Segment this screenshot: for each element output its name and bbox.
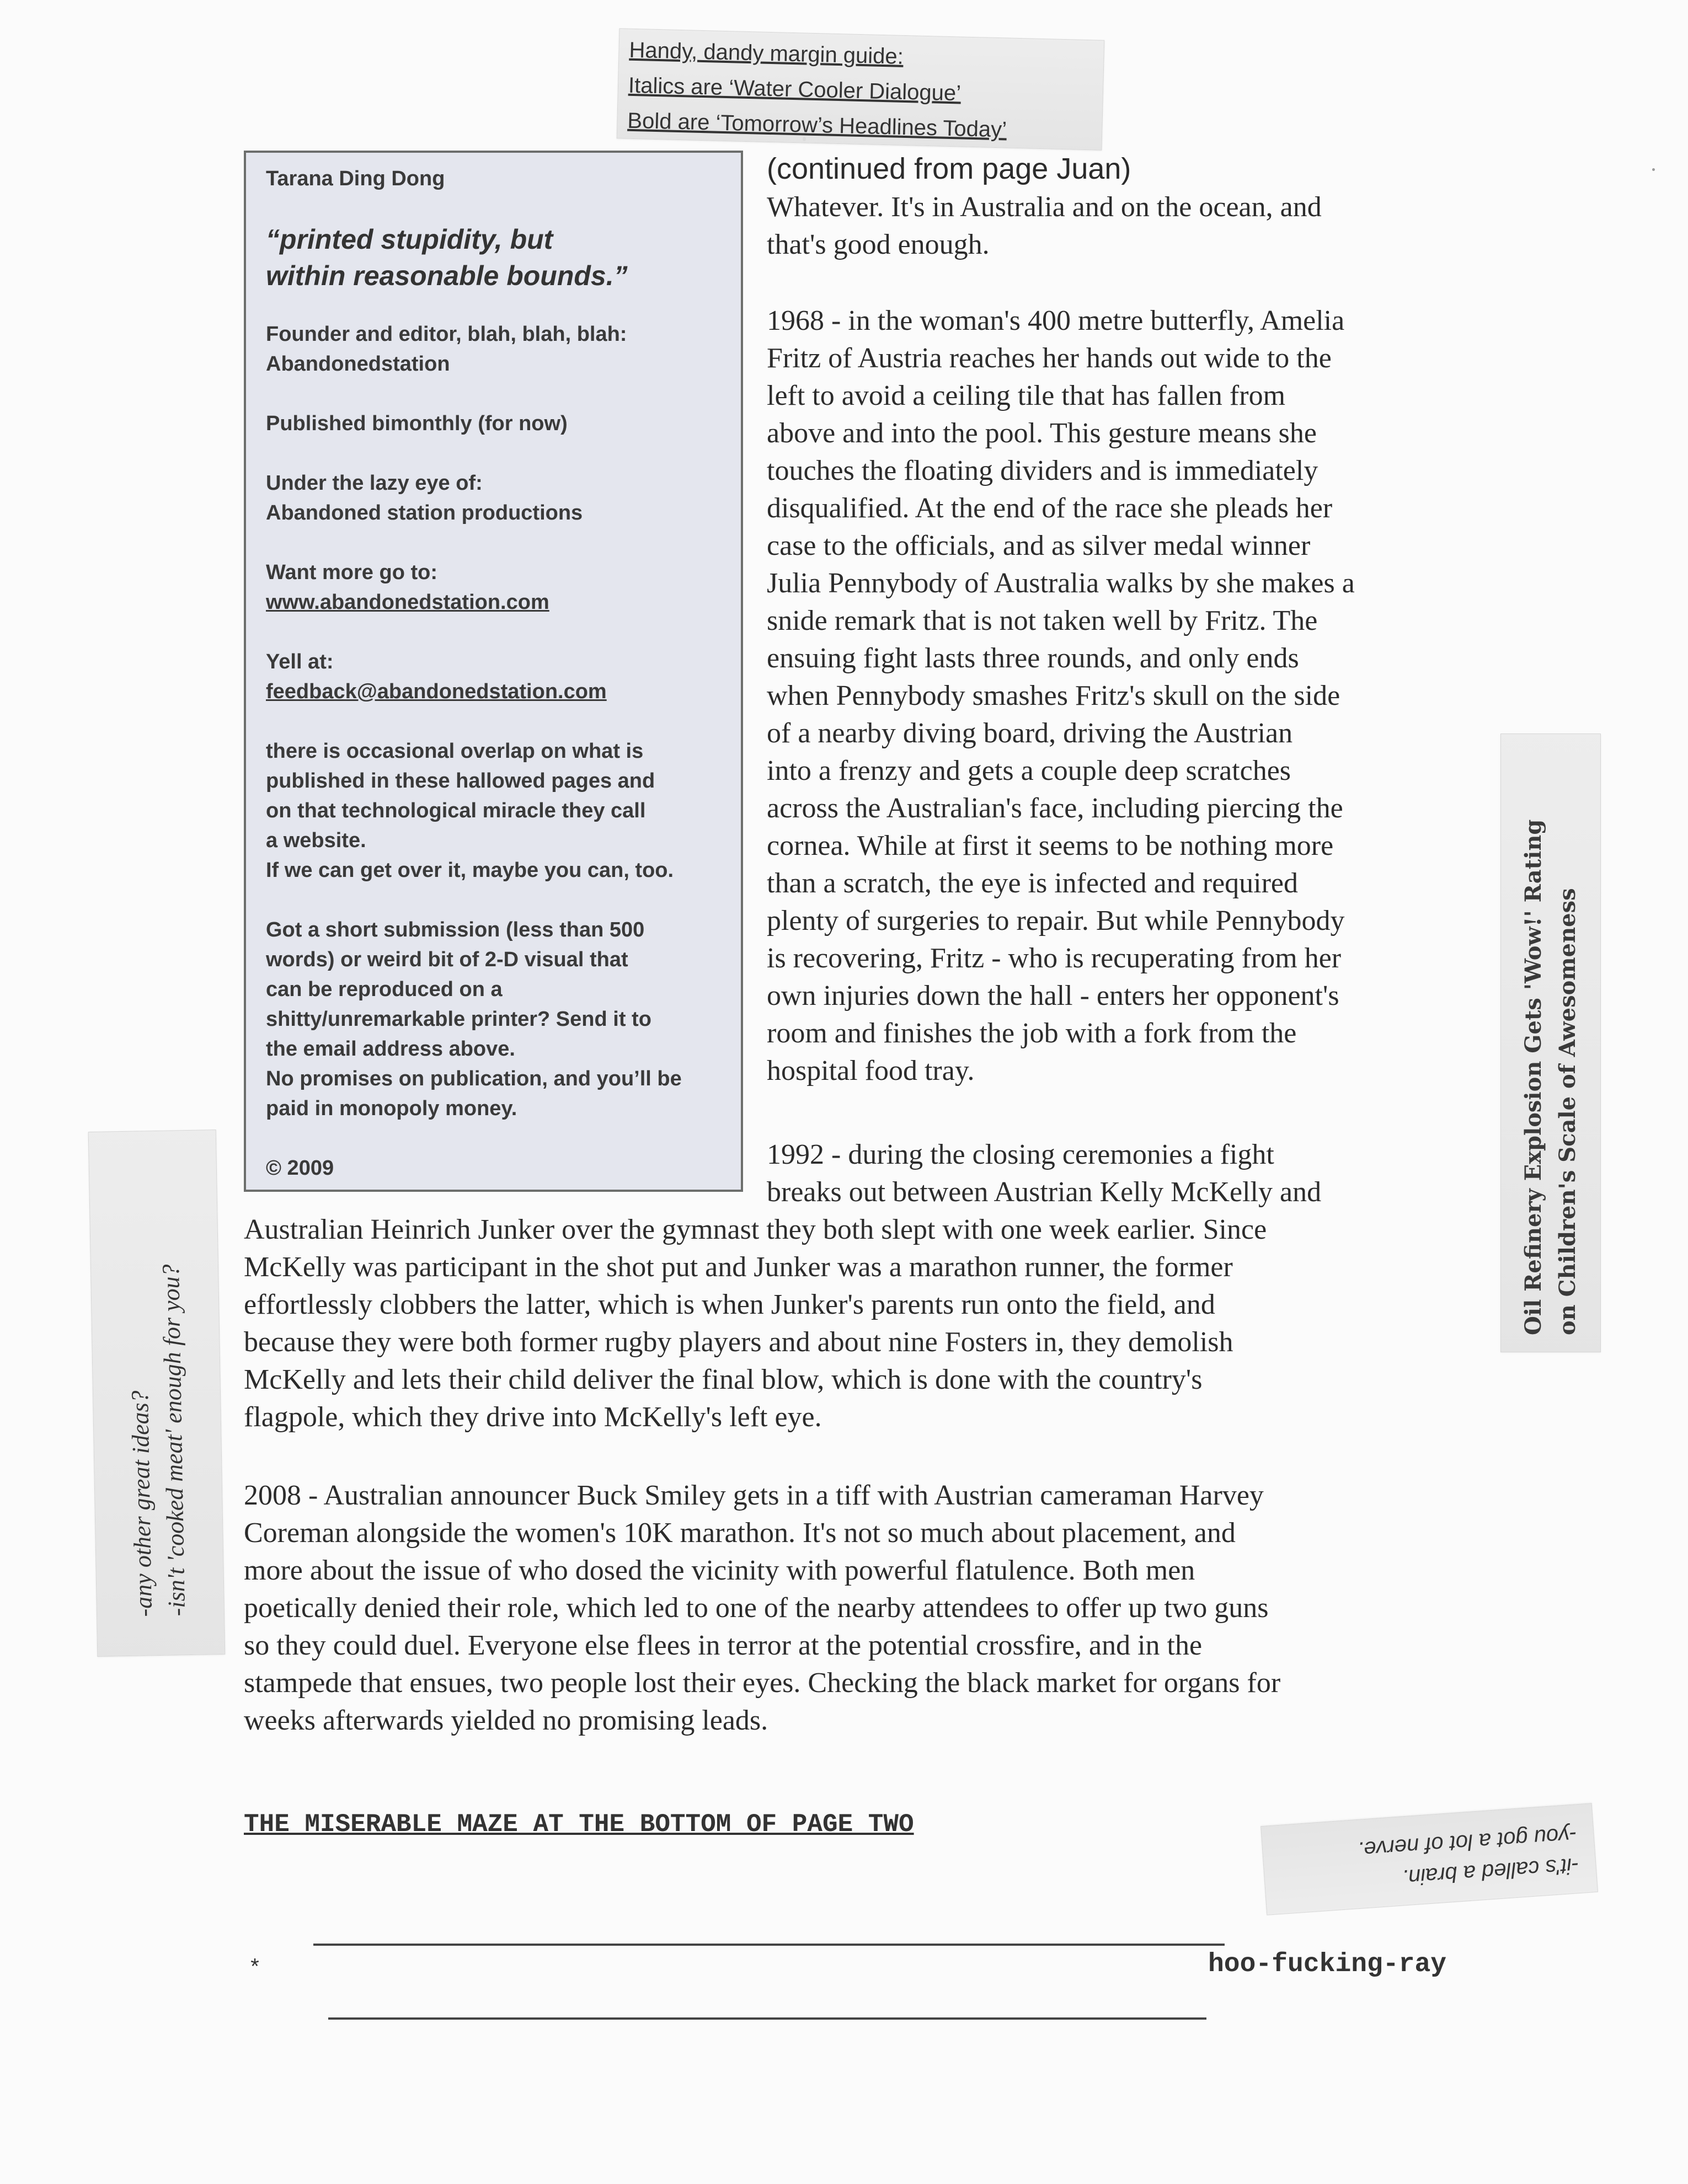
website-link[interactable]: www.abandonedstation.com <box>266 591 549 614</box>
text-line: more about the issue of who dosed the vicinity with powerful flatulence. Both men <box>244 1555 1195 1586</box>
submission-line: paid in monopoly money. <box>266 1097 517 1120</box>
text-line: ensuing fight lasts three rounds, and only ends <box>767 643 1299 674</box>
publisher-label: Under the lazy eye of: <box>266 472 483 495</box>
margin-guide-line: Bold are ‘Tomorrow’s Headlines Today’ <box>627 108 1007 142</box>
text-line: McKelly and lets their child deliver the final blow, which is done with the country's <box>244 1364 1203 1395</box>
text-line: McKelly was participant in the shot put and Junker was a marathon runner, the former <box>244 1251 1233 1283</box>
text-line: Coreman alongside the women's 10K marathon. It's not so much about placement, and <box>244 1517 1236 1549</box>
continued-heading: (continued from page Juan) <box>767 152 1131 185</box>
submission-line: can be reproduced on a <box>266 978 503 1001</box>
overlap-line: there is occasional overlap on what is <box>266 740 644 763</box>
paragraph-1968 <box>767 302 1456 1090</box>
text-line: because they were both former rugby players and about nine Fosters in, they demolish <box>244 1326 1233 1358</box>
overlap-note <box>266 736 721 885</box>
text-line: effortlessly clobbers the latter, which is when Junker's parents run onto the field, and <box>244 1289 1215 1320</box>
founder-block <box>266 319 721 379</box>
side-tape-left <box>88 1130 226 1657</box>
submission-note <box>266 915 721 1123</box>
text-line: Whatever. It's in Australia and on the ocean, and <box>767 191 1322 223</box>
maze-line-top <box>313 1944 1225 1946</box>
website-label: Want more go to: <box>266 561 437 584</box>
text-line: poetically denied their role, which led to one of the nearby attendees to offer up two guns <box>244 1592 1269 1624</box>
founder-label: Founder and editor, blah, blah, blah: <box>266 323 627 346</box>
headline-line: on Children's Scale of Awesomeness <box>1555 888 1580 1335</box>
text-line: case to the officials, and as silver medal winner <box>767 530 1311 561</box>
tape-line: -it's called a brain. <box>1401 1853 1580 1890</box>
overlap-line: on that technological miracle they call <box>266 799 646 822</box>
headline-line: Oil Refinery Explosion Gets 'Wow!' Rating <box>1520 819 1546 1335</box>
text-line: flagpole, which they drive into McKelly's left eye. <box>244 1401 822 1433</box>
text-line: Fritz of Austria reaches her hands out wide to the <box>767 342 1332 374</box>
text-line: that's good enough. <box>767 229 990 260</box>
margin-guide-tape <box>617 28 1105 150</box>
text-line: when Pennybody smashes Fritz's skull on the side <box>767 680 1340 711</box>
submission-line: shitty/unremarkable printer? Send it to <box>266 1008 651 1031</box>
margin-guide-line: Italics are ‘Water Cooler Dialogue’ <box>628 73 961 106</box>
side-tape-right-text <box>1501 734 1600 1352</box>
copyright: © 2009 <box>266 1157 334 1180</box>
text-line: cornea. While at first it seems to be nothing more <box>767 830 1334 861</box>
overlap-line: If we can get over it, maybe you can, too. <box>266 859 674 882</box>
paragraph-2008 <box>244 1477 1457 1739</box>
text-line: room and finishes the job with a fork from the <box>767 1018 1297 1049</box>
submission-line: words) or weird bit of 2-D visual that <box>266 948 628 971</box>
text-line: is recovering, Fritz - who is recuperating from her <box>767 943 1342 974</box>
text-line: so they could duel. Everyone else flees in terror at the potential crossfire, and in the <box>244 1630 1203 1661</box>
text-line: disqualified. At the end of the race she pleads her <box>767 493 1333 524</box>
upside-down-tape-text <box>1261 1806 1597 1914</box>
text-line: hospital food tray. <box>767 1055 975 1086</box>
side-tape-left-text <box>89 1130 225 1656</box>
text-line: stampede that ensues, two people lost their eyes. Checking the black market for organs for <box>244 1667 1281 1699</box>
motto-line: “printed stupidity, but <box>266 224 553 255</box>
email-block <box>266 647 721 706</box>
text-line: across the Australian's face, including piercing the <box>767 793 1343 824</box>
text-line: snide remark that is not taken well by Fritz. The <box>767 605 1318 636</box>
text-line: than a scratch, the eye is infected and required <box>767 868 1298 899</box>
text-line: touches the floating dividers and is immediately <box>767 455 1318 486</box>
text-line: breaks out between Austrian Kelly McKelly and <box>767 1176 1322 1208</box>
intro-paragraph <box>767 189 1456 264</box>
publisher-name: Abandoned station productions <box>266 501 583 524</box>
text-line: Australian Heinrich Junker over the gymnast they both slept with one week earlier. Since <box>244 1214 1267 1245</box>
publisher-block <box>266 468 721 528</box>
published-block <box>266 409 721 438</box>
text-line: left to avoid a ceiling tile that has fallen from <box>767 380 1286 411</box>
tape-line: -any other great ideas? <box>126 1390 158 1617</box>
text-line: weeks afterwards yielded no promising leads. <box>244 1705 768 1736</box>
upside-down-tape <box>1260 1803 1598 1915</box>
side-tape-right <box>1500 734 1601 1352</box>
text-line: Julia Pennybody of Australia walks by she makes a <box>767 568 1355 599</box>
submission-line: No promises on publication, and you’ll be <box>266 1067 682 1090</box>
text-line: 1968 - in the woman's 400 metre butterfly, Amelia <box>767 305 1345 336</box>
submission-line: Got a short submission (less than 500 <box>266 918 645 941</box>
masthead-title: Tarana Ding Dong <box>266 167 445 190</box>
tape-line: -you got a lot of nerve. <box>1356 1822 1578 1862</box>
text-line: above and into the pool. This gesture means she <box>767 417 1317 449</box>
maze-line-bottom <box>328 2017 1206 2020</box>
paragraph-1992 <box>244 1211 1457 1436</box>
text-line: 1992 - during the closing ceremonies a fight <box>767 1139 1274 1170</box>
overlap-line: a website. <box>266 829 366 852</box>
paragraph-1992-start <box>767 1136 1456 1211</box>
masthead-box <box>244 151 743 1192</box>
published-text: Published bimonthly (for now) <box>266 412 568 435</box>
paper-speck <box>1652 168 1655 171</box>
motto-line: within reasonable bounds.” <box>266 260 628 291</box>
email-label: Yell at: <box>266 650 334 673</box>
text-line: plenty of surgeries to repair. But while Pennybody <box>767 905 1345 936</box>
text-line: 2008 - Australian announcer Buck Smiley gets in a tiff with Austrian cameraman Harvey <box>244 1480 1264 1511</box>
website-block <box>266 558 721 617</box>
maze-end-label: hoo-fucking-ray <box>1208 1950 1447 1979</box>
email-link[interactable]: feedback@abandonedstation.com <box>266 680 607 703</box>
founder-name: Abandonedstation <box>266 352 450 376</box>
text-line: of a nearby diving board, driving the Austrian <box>767 718 1293 749</box>
text-line: own injuries down the hall - enters her opponent's <box>767 980 1339 1011</box>
tape-line: -isn't 'cooked meat' enough for you? <box>157 1264 191 1616</box>
text-line: into a frenzy and gets a couple deep scratches <box>767 755 1291 786</box>
submission-line: the email address above. <box>266 1037 515 1061</box>
maze-start-mark: * <box>248 1957 262 1982</box>
maze-title: THE MISERABLE MAZE AT THE BOTTOM OF PAGE TWO <box>244 1810 914 1839</box>
margin-guide-line: Handy, dandy margin guide: <box>629 38 904 69</box>
masthead-motto <box>266 221 721 294</box>
overlap-line: published in these hallowed pages and <box>266 769 655 793</box>
